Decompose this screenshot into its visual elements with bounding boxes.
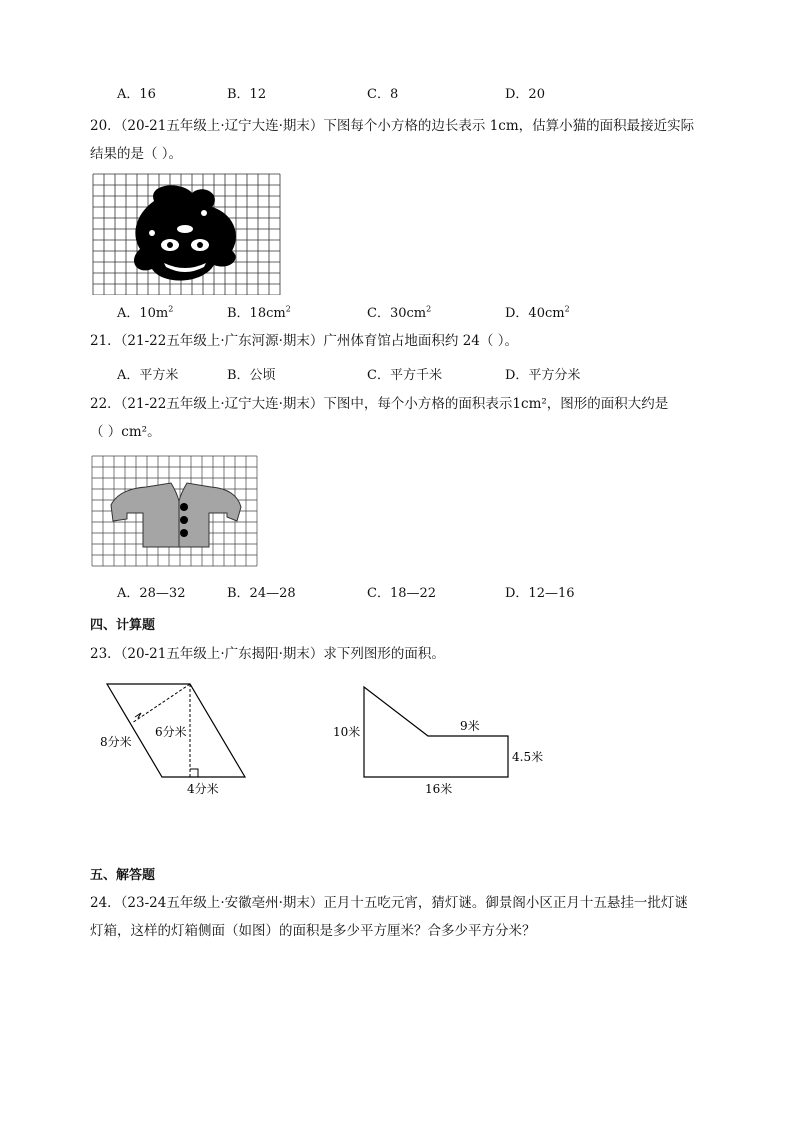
q22-options bbox=[117, 582, 717, 600]
q22-text bbox=[90, 390, 710, 446]
q20-line2: 结果的是（ ）。 bbox=[90, 146, 183, 162]
q21-option-c[interactable]: C．平方千米 bbox=[367, 368, 442, 383]
fig1-base-label: 4分米 bbox=[187, 782, 219, 796]
q24-text bbox=[90, 889, 710, 945]
q20-option-c-text: C．30cm bbox=[367, 306, 427, 321]
q22-sweater-grid-figure bbox=[91, 455, 259, 567]
q21-line1: 21．（21-22五年级上·广东河源·期末）广州体育馆占地面积约 24（ ）。 bbox=[90, 333, 518, 349]
q21-option-d[interactable]: D．平方分米 bbox=[505, 368, 581, 383]
q20-line1: 20．（20-21五年级上·辽宁大连·期末）下图每个小方格的边长表示 1cm，估算小猫的面积最接近实际 bbox=[90, 118, 695, 134]
q20-option-b[interactable] bbox=[227, 302, 291, 321]
q23-text bbox=[90, 640, 710, 668]
q22-option-b[interactable]: B．24—28 bbox=[227, 586, 296, 601]
section-5-heading: 五、解答题 bbox=[90, 868, 156, 883]
q20-option-b-text: B．18cm bbox=[227, 306, 286, 321]
q23-line1: 23．（20-21五年级上·广东揭阳·期末）求下列图形的面积。 bbox=[90, 646, 445, 662]
sweater-shape bbox=[111, 483, 241, 547]
fig2-right-label: 4.5米 bbox=[512, 750, 544, 764]
q19-options bbox=[117, 83, 717, 101]
q22-option-c[interactable]: C．18—22 bbox=[367, 586, 437, 601]
q20-option-a[interactable] bbox=[117, 302, 173, 321]
q20-option-d-text: D．40cm bbox=[505, 306, 565, 321]
fig2-top-label: 9米 bbox=[460, 719, 480, 733]
q20-option-a-sup: 2 bbox=[168, 304, 174, 314]
q20-option-a-text: A．10m bbox=[117, 306, 169, 321]
q19-option-a[interactable]: A．16 bbox=[117, 87, 156, 102]
q21-options bbox=[117, 364, 717, 382]
q20-option-d[interactable] bbox=[505, 302, 570, 321]
q20-option-c-sup: 2 bbox=[426, 304, 432, 314]
q23-trapezoid-figure bbox=[330, 678, 550, 800]
q21-option-b[interactable]: B．公顷 bbox=[227, 368, 276, 383]
q22-line2: （ ）cm²。 bbox=[90, 424, 161, 440]
q20-option-c[interactable] bbox=[367, 302, 431, 321]
fig1-height-label: 6分米 bbox=[155, 725, 187, 739]
fig1-side-label: 8分米 bbox=[100, 735, 132, 749]
q23-parallelogram-figure bbox=[95, 678, 255, 800]
q22-line1: 22．（21-22五年级上·辽宁大连·期末）下图中，每个小方格的面积表示1cm²，图形的面积大约是 bbox=[90, 396, 669, 412]
fig2-bottom-label: 16米 bbox=[425, 782, 453, 796]
q20-option-d-sup: 2 bbox=[564, 304, 570, 314]
q19-option-b[interactable]: B．12 bbox=[227, 87, 267, 102]
q24-line2: 灯箱，这样的灯箱侧面（如图）的面积是多少平方厘米？合多少平方分米？ bbox=[90, 923, 536, 939]
q20-options bbox=[117, 302, 717, 320]
sweater-buttons bbox=[180, 503, 188, 537]
section-4-heading: 四、计算题 bbox=[90, 618, 156, 633]
q20-cat-grid-figure bbox=[92, 173, 282, 295]
q19-option-d[interactable]: D．20 bbox=[505, 87, 545, 102]
q24-line1: 24．（23-24五年级上·安徽亳州·期末）正月十五吃元宵，猜灯谜。御景阁小区正月十五悬挂一批灯谜 bbox=[90, 895, 688, 911]
q21-option-a[interactable]: A．平方米 bbox=[117, 368, 179, 383]
q20-option-b-sup: 2 bbox=[285, 304, 291, 314]
q20-text bbox=[90, 112, 710, 168]
q22-option-a[interactable]: A．28—32 bbox=[117, 586, 186, 601]
q22-option-d[interactable]: D．12—16 bbox=[505, 586, 575, 601]
q21-text bbox=[90, 327, 710, 355]
fig2-left-label: 10米 bbox=[333, 725, 361, 739]
q19-option-c[interactable]: C．8 bbox=[367, 87, 399, 102]
